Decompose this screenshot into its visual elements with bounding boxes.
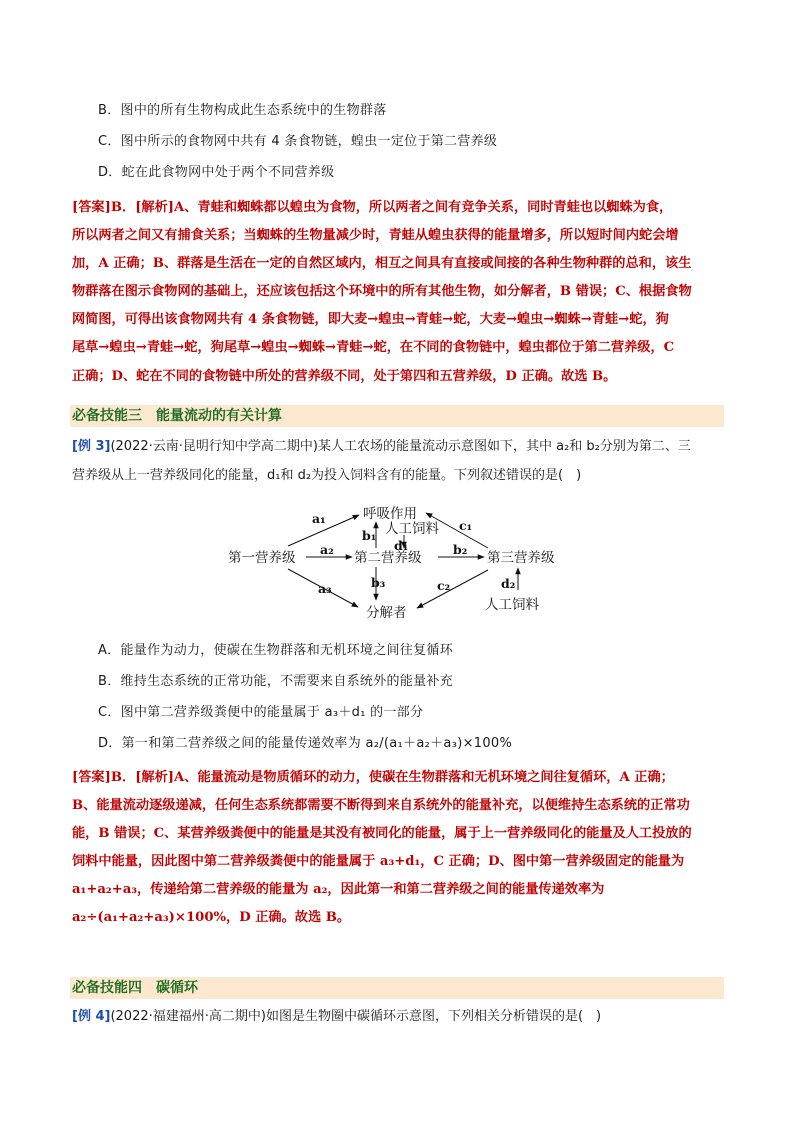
answer-line: [答案]B．[解析]A、能量流动是物质循环的动力，使碳在生物群落和无机环境之间往复循环，A 正确； [72, 770, 674, 785]
option-c-top: C．图中所示的食物网中共有 4 条食物链，蝗虫一定位于第二营养级 [98, 134, 498, 149]
answer-line: 能，B 错误；C、某营养级粪便中的能量是其没有被同化的能量，属于上一营养级同化的能量及人工投放的 [72, 826, 692, 842]
option-a-ex3: A．能量作为动力，使碳在生物群落和无机环境之间往复循环 [98, 643, 453, 658]
answer-line: 网简图，可得出该食物网共有 4 条食物链，即大麦→蝗虫→青蛙→蛇，大麦→蝗虫→蜘蛛→青蛙→蛇，狗 [72, 312, 669, 328]
answer-block-2 [72, 194, 724, 391]
node-respiration: 呼吸作用 [363, 506, 417, 522]
arrow-c2 [417, 570, 488, 608]
option-c-ex3: C．图中第二营养级粪便中的能量属于 a₃＋d₁ 的一部分 [98, 705, 424, 720]
option-d-top: D．蛇在此食物网中处于两个不同营养级 [98, 165, 335, 180]
answer-line: 加，A 正确；B、群落是生活在一定的自然区域内，相互之间具有直接或间接的各种生物种群的总和，该生 [72, 256, 692, 272]
section-title: 必备技能三 能量流动的有关计算 [72, 408, 282, 424]
label-a2: a₂ [320, 542, 334, 557]
section-header-4 [70, 977, 724, 999]
label-b2: b₂ [453, 542, 468, 557]
option-b-ex3: B．维持生态系统的正常功能，不需要来自系统外的能量补充 [98, 674, 454, 689]
node-feed-1: 人工饲料 [385, 521, 439, 537]
answer-line: a₁+a₂+a₃，传递给第二营养级的能量为 a₂，因此第一和第二营养级之间的能量传递效率为 [72, 882, 605, 898]
node-feed-2: 人工饲料 [485, 597, 539, 613]
option-d-ex3: D．第一和第二营养级之间的能量传递效率为 a₂/(a₁＋a₂＋a₃)×100% [98, 736, 513, 751]
answer-block-3 [72, 764, 724, 933]
label-a3: a₃ [318, 581, 332, 596]
label-b1: b₁ [362, 528, 377, 543]
answer-line: B、能量流动逐级递减，任何生态系统都需要不断得到来自系统外的能量补充，以便维持生态系统的正常功 [72, 798, 690, 814]
node-third-level: 第三营养级 [487, 550, 555, 566]
label-d1: d₁ [394, 538, 409, 553]
label-a1: a₁ [312, 511, 326, 526]
node-decomposer: 分解者 [366, 605, 407, 621]
energy-flow-diagram [226, 500, 582, 624]
label-d2: d₂ [501, 576, 516, 591]
answer-line: [答案]B．[解析]A、青蛙和蜘蛛都以蝗虫为食物，所以两者之间有竞争关系，同时青蛙也以蜘蛛为食， [72, 200, 673, 215]
node-second-level: 第二营养级 [354, 550, 422, 566]
answer-line: 物群落在图示食物网的基础上，还应该包括这个环境中的所有其他生物，如分解者，B 错误；C、根据食物 [72, 284, 692, 300]
example-3-question [72, 432, 726, 490]
option-b-top: B．图中的所有生物构成此生态系统中的生物群落 [98, 103, 387, 118]
answer-line: a₂÷(a₁+a₂+a₃)×100%，D 正确。故选 B。 [72, 910, 351, 926]
answer-line: 饲料中能量，因此图中第二营养级粪便中的能量属于 a₃+d₁，C 正确；D、图中第一营养级固定的能量为 [72, 854, 685, 870]
label-c2: c₂ [437, 578, 451, 593]
label-c1: c₁ [459, 518, 473, 533]
answer-line: 所以两者之间又有捕食关系；当蜘蛛的生物量减少时，青蛙从蝗虫获得的能量增多，所以短时间内蛇会增 [72, 228, 679, 244]
example-tag: [例 3] [72, 439, 111, 454]
node-first-level: 第一营养级 [228, 550, 296, 566]
example-tag: [例 4] [72, 1009, 111, 1024]
section-header-3 [70, 405, 724, 427]
example-4-question [72, 1002, 726, 1031]
answer-line: 尾草→蝗虫→青蛙→蛇，狗尾草→蝗虫→蜘蛛→青蛙→蛇，在不同的食物链中，蝗虫都位于第二营养级，C [72, 340, 675, 356]
answer-line: 正确；D、蛇在不同的食物链中所处的营养级不同，处于第四和五营养级，D 正确。故选 B。 [72, 368, 617, 384]
section-title: 必备技能四 碳循环 [72, 980, 198, 996]
example-text-line2: 营养级从上一营养级同化的能量，d₁和 d₂为投入饲料含有的能量。下列叙述错误的是( ) [72, 468, 582, 483]
label-b3: b₃ [371, 575, 386, 590]
example-text: (2022·福建福州·高二期中)如图是生物圈中碳循环示意图，下列相关分析错误的是( ) [110, 1009, 602, 1024]
example-text: (2022·云南·昆明行知中学高二期中)某人工农场的能量流动示意图如下，其中 a₂和 b₂分别为第二、三 [110, 439, 691, 454]
